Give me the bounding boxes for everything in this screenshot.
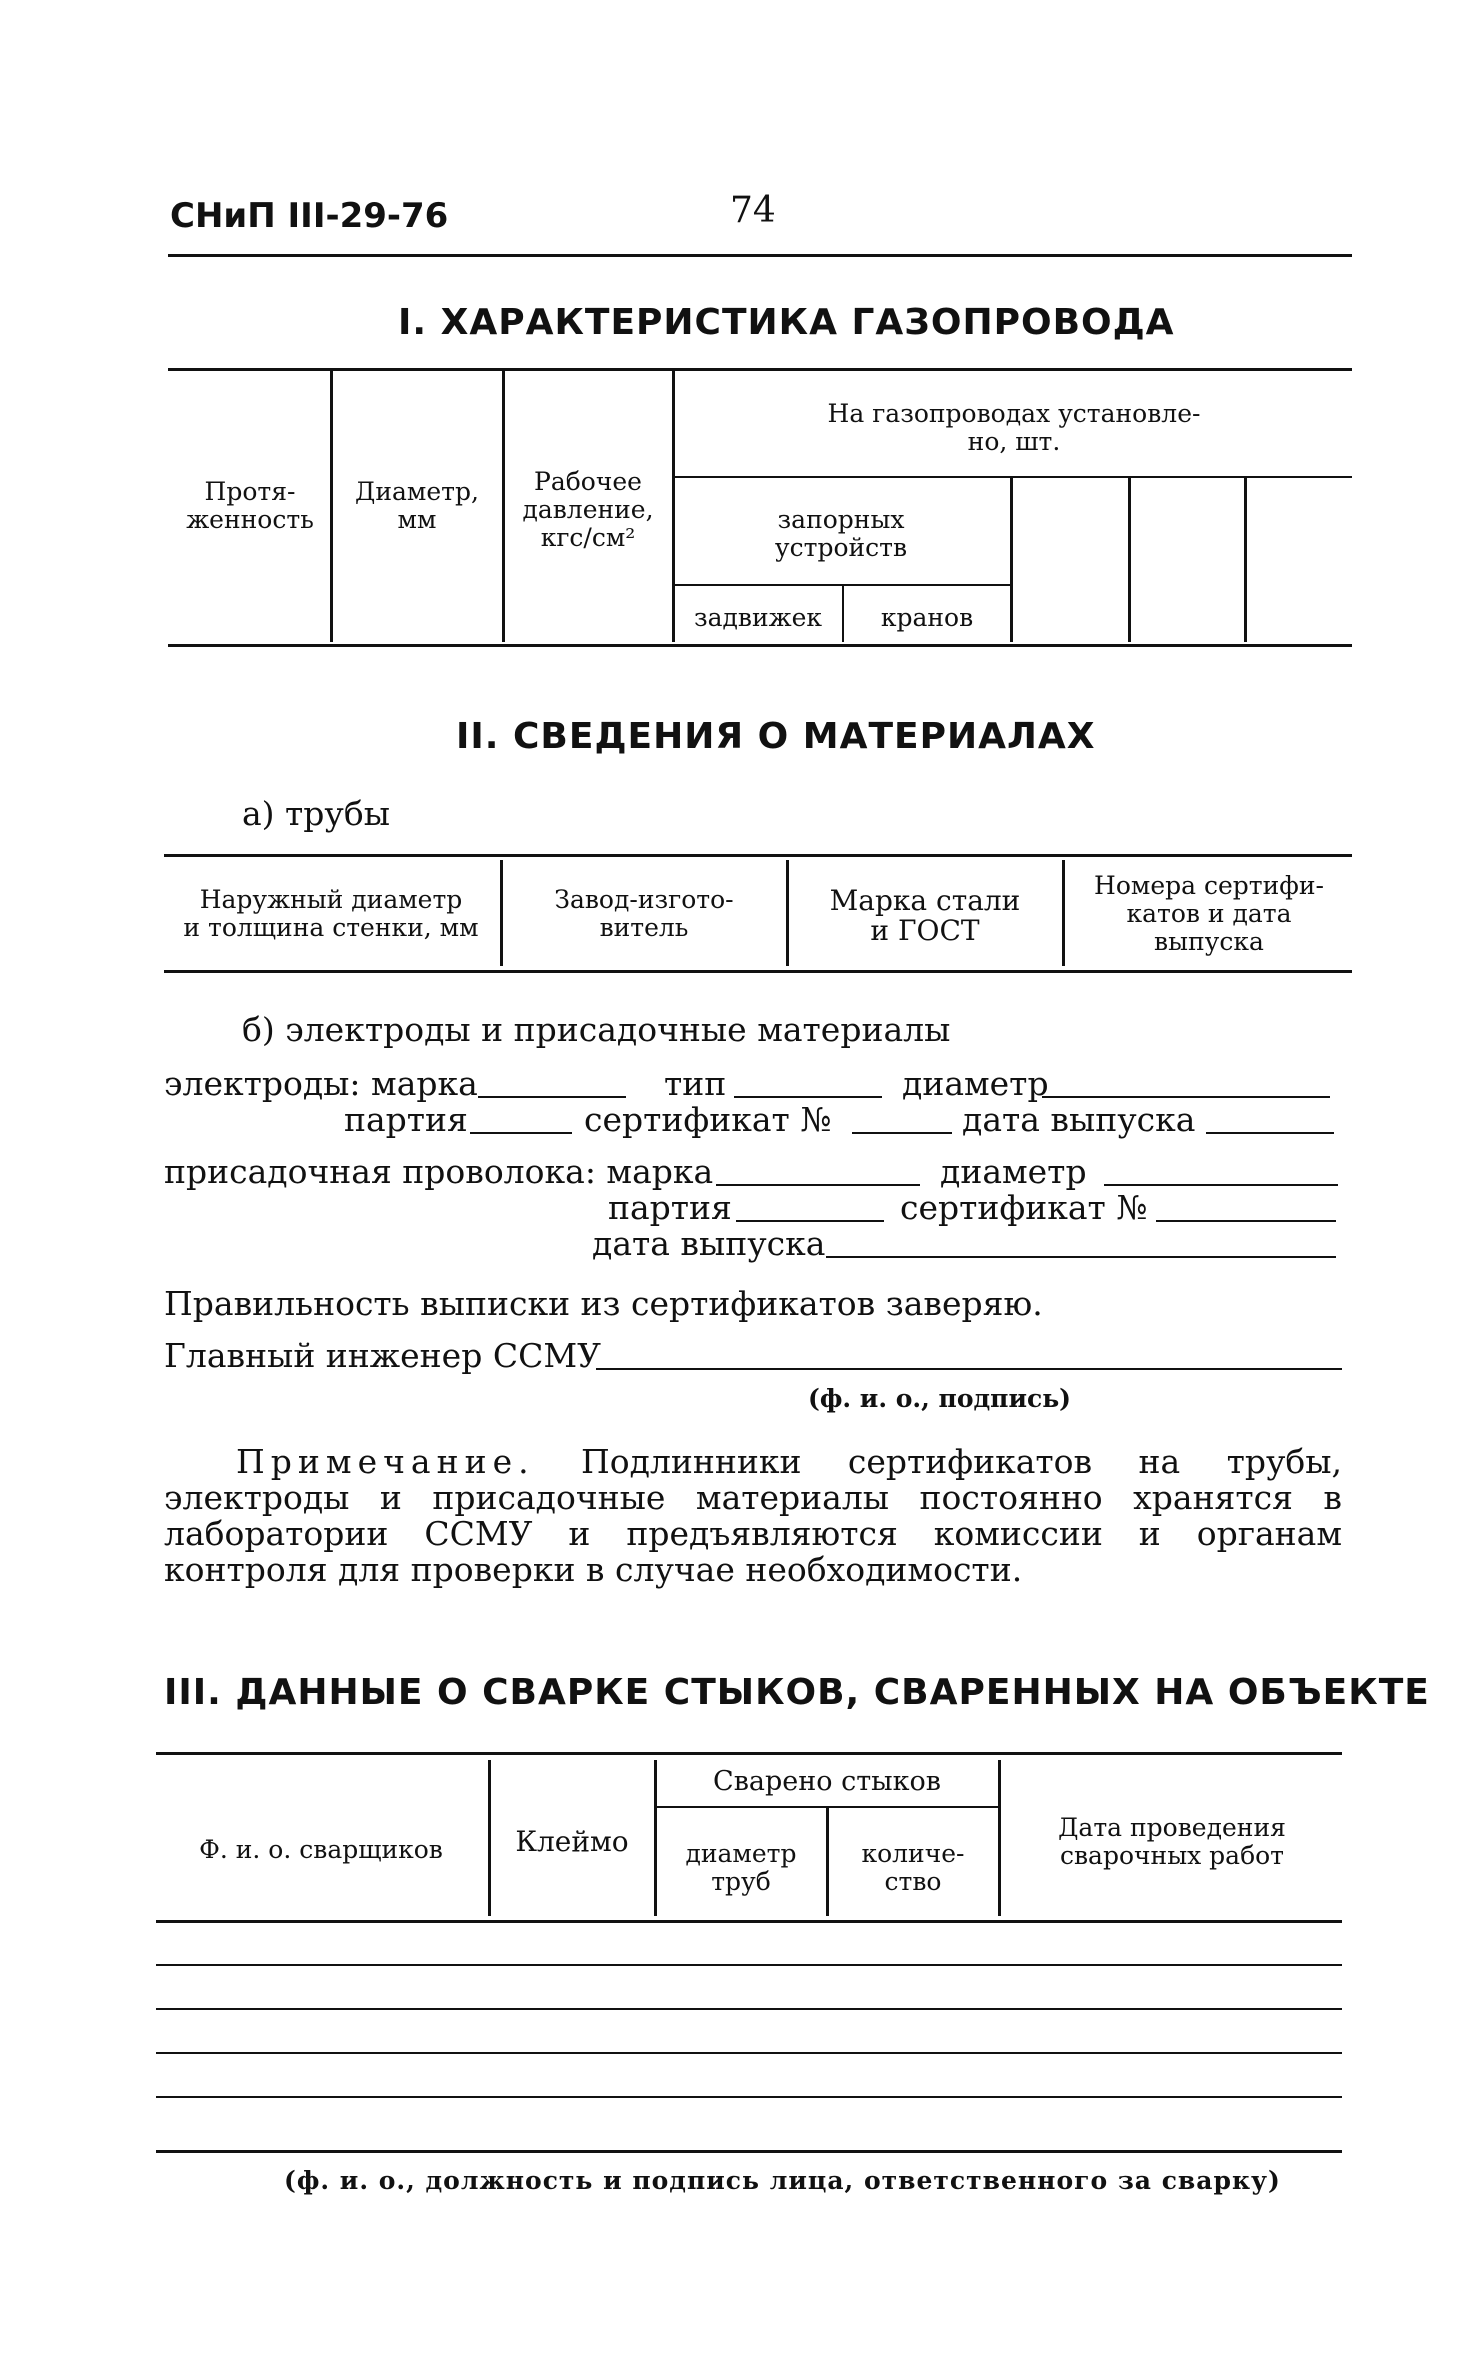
- table1-top-rule: [168, 368, 1352, 371]
- electrode-diameter-label: диаметр: [902, 1064, 1049, 1103]
- table1-bottom-rule: [168, 644, 1352, 647]
- table2-vline: [1062, 860, 1065, 966]
- table3-row-rule: [156, 1920, 1342, 1923]
- col-pressure: Рабочее давление, кгс/см²: [522, 467, 654, 552]
- signature-caption: (ф. и. о., подпись): [808, 1384, 1072, 1413]
- electrode-batch-label: партия: [344, 1100, 468, 1139]
- table2-bottom-rule: [164, 970, 1352, 973]
- col-pipe-diameter: диаметр труб: [685, 1839, 797, 1896]
- page-number: 74: [730, 190, 776, 231]
- col-installed: На газопроводах установле- но, шт.: [827, 399, 1201, 456]
- table1-vline: [672, 370, 675, 642]
- footer-caption: (ф. и. о., должность и подпись лица, ответственного за сварку): [284, 2166, 1281, 2195]
- chief-engineer-label: Главный инженер ССМУ: [164, 1336, 601, 1375]
- note-text: Подлинники сертификатов на трубы, электроды и присадочные материалы постоянно хранятся в лаборатории ССМУ и предъявляются комиссии и органам контроля для проверки в случае необходимости.: [164, 1442, 1342, 1589]
- note: [164, 1444, 1342, 1588]
- table2-vline: [500, 860, 503, 966]
- table3-vline: [654, 1760, 657, 1916]
- section3-title: III. ДАННЫЕ О СВАРКЕ СТЫКОВ, СВАРЕННЫХ НА ОБЪЕКТЕ: [164, 1672, 1430, 1713]
- filler-certificate-label: сертификат №: [900, 1188, 1148, 1227]
- table3-vline: [826, 1808, 829, 1916]
- section1-title: I. ХАРАКТЕРИСТИКА ГАЗОПРОВОДА: [398, 302, 1175, 343]
- col-outer-diameter: Наружный диаметр и толщина стенки, мм: [183, 885, 479, 942]
- col-work-date: Дата проведения сварочных работ: [1058, 1813, 1286, 1870]
- col-welded-joints: Сварено стыков: [713, 1766, 941, 1797]
- electrodes-label: электроды: марка: [164, 1064, 478, 1103]
- filler-certificate-field[interactable]: [1156, 1220, 1336, 1222]
- col-shutoff: запорных устройств: [774, 505, 908, 562]
- table3-row-rule: [156, 2052, 1342, 2054]
- subsection-pipes: а) трубы: [242, 794, 390, 833]
- filler-wire-label: присадочная проволока: марка: [164, 1152, 714, 1191]
- table3-vline: [998, 1760, 1001, 1916]
- table3-bottom-rule: [156, 2150, 1342, 2153]
- electrode-date-label: дата выпуска: [962, 1100, 1196, 1139]
- col-certificates: Номера сертифи- катов и дата выпуска: [1094, 871, 1324, 956]
- electrode-batch-field[interactable]: [470, 1132, 572, 1134]
- header-rule: [168, 254, 1352, 257]
- table1-vline: [1128, 478, 1131, 642]
- electrode-type-label: тип: [664, 1064, 727, 1103]
- filler-diameter-label: диаметр: [940, 1152, 1087, 1191]
- table1-vline: [1244, 478, 1247, 642]
- filler-grade-field[interactable]: [716, 1184, 920, 1186]
- table1-vline: [502, 370, 505, 642]
- certify-text: Правильность выписки из сертификатов заверяю.: [164, 1284, 1043, 1323]
- col-manufacturer: Завод-изгото- витель: [554, 885, 734, 942]
- filler-batch-label: партия: [608, 1188, 732, 1227]
- filler-batch-field[interactable]: [736, 1220, 884, 1222]
- table1-vline: [330, 370, 333, 642]
- col-quantity: количе- ство: [861, 1839, 965, 1896]
- filler-date-label: дата выпуска: [592, 1224, 826, 1263]
- table1-vline: [842, 586, 844, 642]
- table2-vline: [786, 860, 789, 966]
- table1-subrule: [674, 476, 1352, 478]
- col-stamp: Клеймо: [515, 1825, 629, 1858]
- col-taps: кранов: [880, 603, 974, 632]
- table2-top-rule: [164, 854, 1352, 857]
- section2-title: II. СВЕДЕНИЯ О МАТЕРИАЛАХ: [456, 716, 1096, 757]
- electrode-diameter-field[interactable]: [1042, 1096, 1330, 1098]
- table3-top-rule: [156, 1752, 1342, 1755]
- electrode-certificate-label: сертификат №: [584, 1100, 832, 1139]
- subsection-electrodes: б) электроды и присадочные материалы: [242, 1010, 951, 1049]
- table3-row-rule: [156, 1964, 1342, 1966]
- table3-row-rule: [156, 2008, 1342, 2010]
- table1-vline: [1010, 478, 1013, 642]
- table3-vline: [488, 1760, 491, 1916]
- filler-diameter-field[interactable]: [1104, 1184, 1338, 1186]
- document-code: СНиП III-29-76: [170, 196, 449, 236]
- note-label: Примечание.: [236, 1442, 535, 1481]
- col-length: Протя- женность: [186, 477, 314, 534]
- electrode-certificate-field[interactable]: [852, 1132, 952, 1134]
- electrode-date-field[interactable]: [1206, 1132, 1334, 1134]
- chief-engineer-signature-field[interactable]: [596, 1368, 1342, 1370]
- col-welders: Ф. и. о. сварщиков: [199, 1835, 443, 1864]
- table3-row-rule: [156, 2096, 1342, 2098]
- electrode-grade-field[interactable]: [478, 1096, 626, 1098]
- col-steel-grade: Марка стали и ГОСТ: [829, 884, 1021, 947]
- filler-date-field[interactable]: [826, 1256, 1336, 1258]
- col-diameter: Диаметр, мм: [355, 477, 479, 534]
- electrode-type-field[interactable]: [734, 1096, 882, 1098]
- col-gate-valves: задвижек: [693, 603, 823, 632]
